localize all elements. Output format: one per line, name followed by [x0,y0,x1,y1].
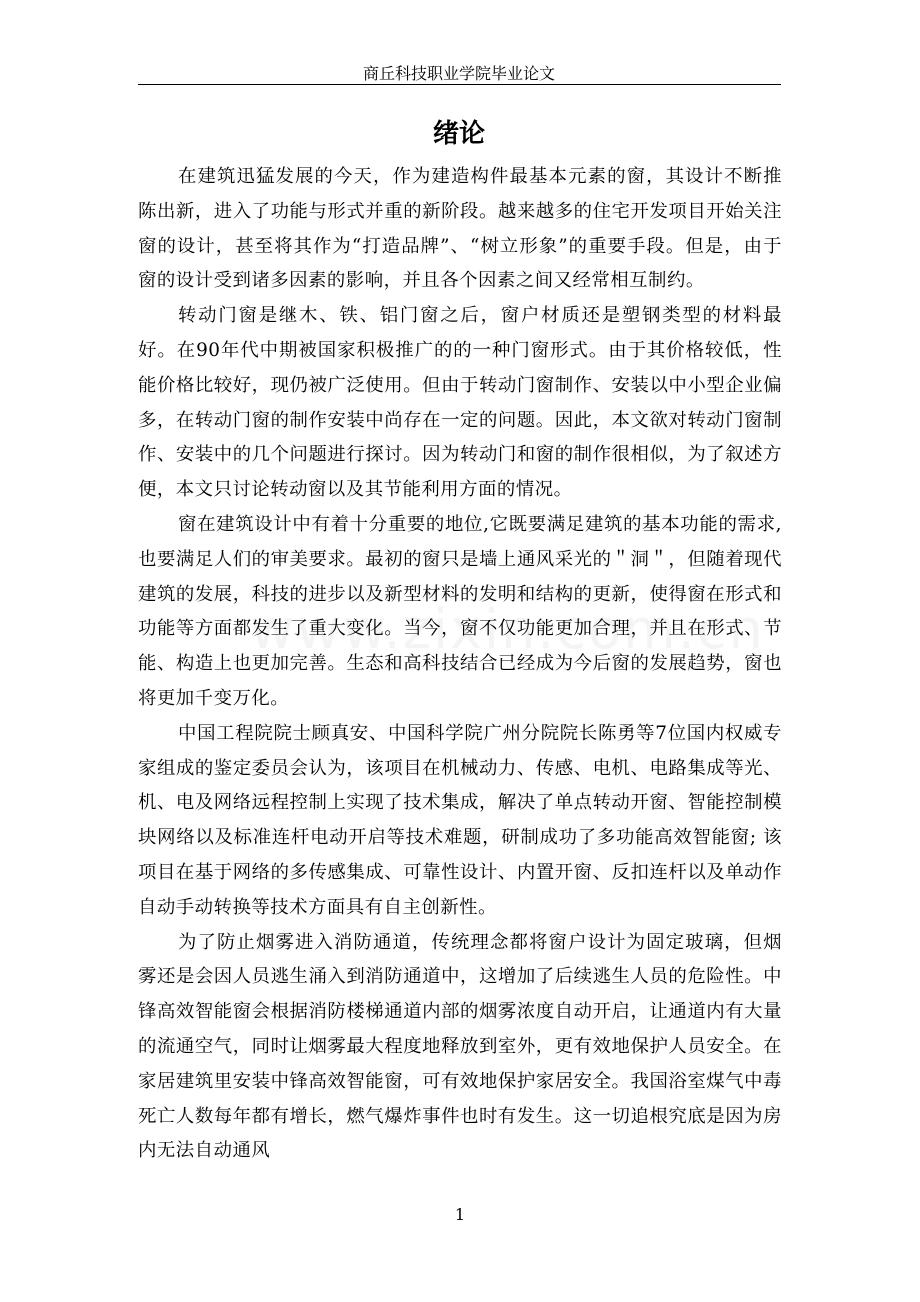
paragraph-5: 为了防止烟雾进入消防通道，传统理念都将窗户设计为固定玻璃，但烟雾还是会因人员逃生涌入到消防通道中，这增加了后续逃生人员的危险性。中锋高效智能窗会根据消防楼梯通道内部的烟雾浓度自动开启，让通道内有大量的流通空气，同时让烟雾最大程度地释放到室外，更有效地保护人员安全。在家居建筑里安装中锋高效智能窗，可有效地保护家居安全。我国浴室煤气中毒死亡人数每年都有增长，燃气爆炸事件也时有发生。这一切追根究底是因为房内无法自动通风 [138,931,782,1162]
body-text [138,160,782,1169]
paragraph-4: 中国工程院院士顾真安、中国科学院广州分院院长陈勇等7位国内权威专家组成的鉴定委员会认为，该项目在机械动力、传感、电机、电路集成等光、机、电及网络远程控制上实现了技术集成，解决了单点转动开窗、智能控制模块网络以及标准连杆电动开启等技术难题，研制成功了多功能高效智能窗; 该项目在基于网络的多传感集成、可靠性设计、内置开窗、反扣连杆以及单动作自动手动转换等技术方面具有自主创新性。 [138,722,782,918]
chapter-title: 绪论 [432,119,485,149]
header-divider [138,84,781,85]
paragraph-2: 转动门窗是继木、铁、铝门窗之后，窗户材质还是塑钢类型的材料最好。在90年代中期被国家积极推广的的一种门窗形式。由于其价格较低，性能价格比较好，现仍被广泛使用。但由于转动门窗制作、安装以中小型企业偏多，在转动门窗的制作安装中尚存在一定的问题。因此，本文欲对转动门窗制作、安装中的几个问题进行探讨。因为转动门和窗的制作很相似，为了叙述方便，本文只讨论转动窗以及其节能利用方面的情况。 [138,305,782,501]
page-number: 1 [454,1205,466,1224]
paragraph-1: 在建筑迅猛发展的今天，作为建造构件最基本元素的窗，其设计不断推陈出新，进入了功能与形式并重的新阶段。越来越多的住宅开发项目开始关注窗的设计，甚至将其作为“打造品牌”、“树立形象”的重要手段。但是，由于窗的设计受到诸多因素的影响，并且各个因素之间又经常相互制约。 [138,166,782,292]
paragraph-3: 窗在建筑设计中有着十分重要的地位,它既要满足建筑的基本功能的需求,也要满足人们的审美要求。最初的窗只是墙上通风采光的＂洞＂，但随着现代建筑的发展，科技的进步以及新型材料的发明和结构的更新，使得窗在形式和功能等方面都发生了重大变化。当今，窗不仅功能更加合理，并且在形式、节能、构造上也更加完善。生态和高科技结合已经成为今后窗的发展趋势，窗也将更加千变万化。 [138,513,782,709]
running-header: 商丘科技职业学院毕业论文 [362,64,555,83]
